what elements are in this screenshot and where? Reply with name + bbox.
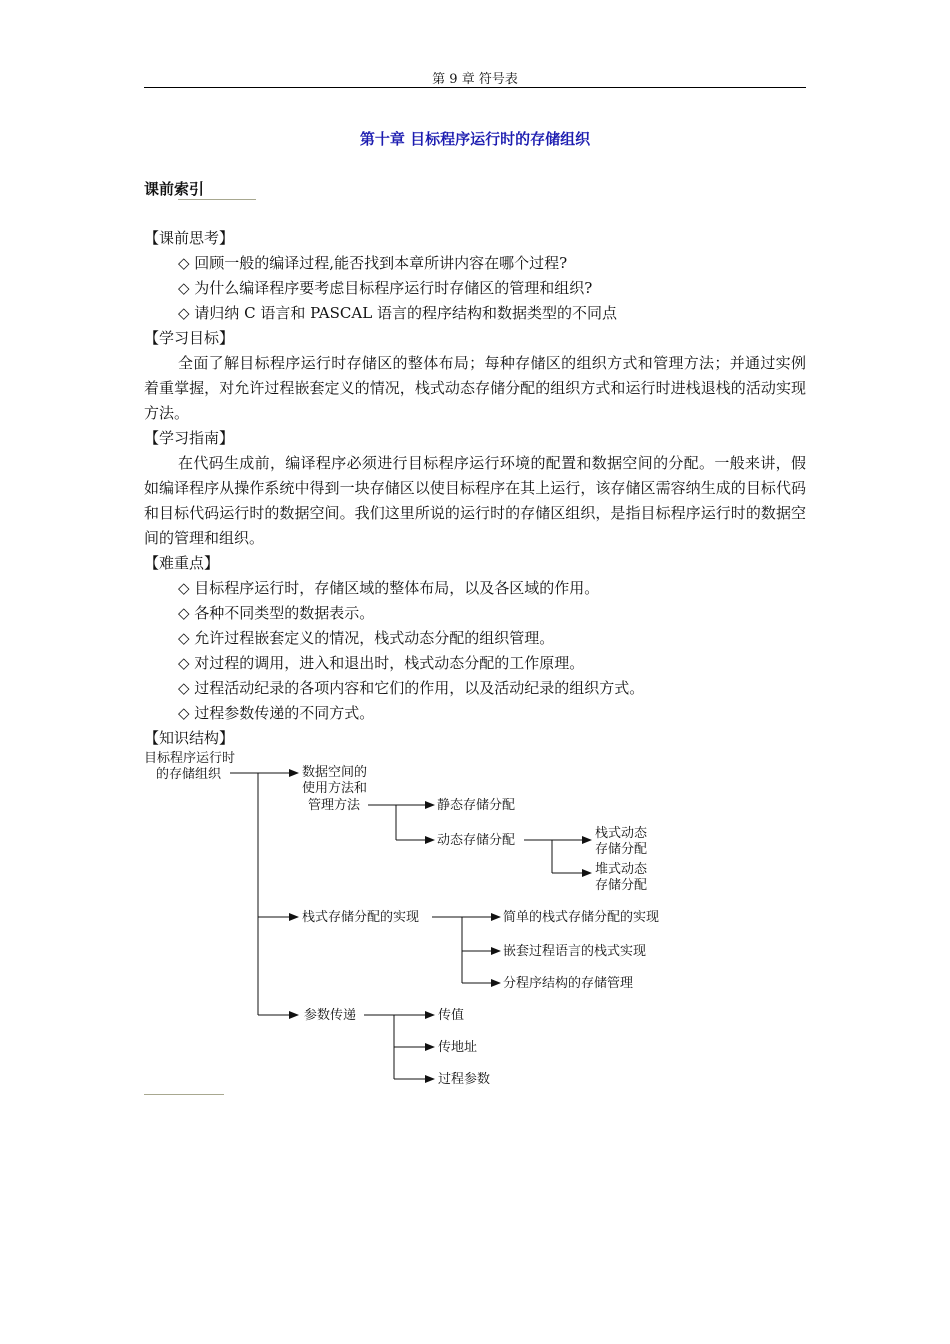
thinking-label: 【课前思考】 <box>144 229 235 247</box>
branch1-line-3: 管理方法 <box>308 798 361 813</box>
goal-paragraph: 全面了解目标程序运行时存储区的整体布局；每种存储区的组织方式和管理方法；并通过实例着重掌握，对允许过程嵌套定义的情况，栈式动态存储分配的组织方式和运行时进栈退栈的活动实现方法。 <box>144 354 806 422</box>
knowledge-structure-diagram <box>140 745 700 1090</box>
by-address-node: 传地址 <box>438 1040 478 1055</box>
branch1-line-2: 使用方法和 <box>302 781 368 796</box>
difficult-item: ◇ 过程参数传递的不同方式。 <box>178 704 375 722</box>
dynamic-alloc-node: 动态存储分配 <box>437 833 516 848</box>
guide-paragraph: 在代码生成前，编译程序必须进行目标程序运行环境的配置和数据空间的分配。一般来讲，假如编译程序从操作系统中得到一块存储区以使目标程序在其上运行，该存储区需容纳生成的目标代码和目标代码运行时的数据空间。我们这里所说的运行时的存储区组织，是指目标程序运行时的数据空间的管理和组织。 <box>144 454 806 547</box>
difficult-item: ◇ 允许过程嵌套定义的情况，栈式动态分配的组织管理。 <box>178 629 555 647</box>
difficult-item: ◇ 过程活动纪录的各项内容和它们的作用，以及活动纪录的组织方式。 <box>178 679 645 697</box>
footnote-rule <box>144 1094 224 1095</box>
difficult-item: ◇ 各种不同类型的数据表示。 <box>178 604 375 622</box>
guide-label: 【学习指南】 <box>144 429 235 447</box>
simple-stack-node: 简单的栈式存储分配的实现 <box>503 910 660 925</box>
stack-dynamic-line-1: 栈式动态 <box>595 826 648 841</box>
section-underline <box>178 199 256 200</box>
heap-dynamic-line-1: 堆式动态 <box>595 862 648 877</box>
root-node-line-2: 的存储组织 <box>156 767 222 782</box>
heap-dynamic-line-2: 存储分配 <box>595 878 648 893</box>
by-procedure-node: 过程参数 <box>438 1072 491 1087</box>
branch2-node: 栈式存储分配的实现 <box>302 910 420 925</box>
diagram-connectors <box>230 773 591 1079</box>
branch1-line-1: 数据空间的 <box>302 765 368 780</box>
body-content <box>144 226 806 751</box>
branch3-node: 参数传递 <box>304 1008 357 1023</box>
header-rule <box>144 87 806 88</box>
thinking-item: ◇ 请归纳 C 语言和 PASCAL 语言的程序结构和数据类型的不同点 <box>178 304 617 322</box>
chapter-title: 第十章 目标程序运行时的存储组织 <box>359 130 591 148</box>
section-title: 课前索引 <box>144 180 205 198</box>
running-header: 第 9 章 符号表 <box>432 72 518 87</box>
goal-label: 【学习目标】 <box>144 329 235 347</box>
stack-dynamic-line-2: 存储分配 <box>595 842 648 857</box>
thinking-item: ◇ 为什么编译程序要考虑目标程序运行时存储区的管理和组织? <box>178 279 593 297</box>
root-node-line-1: 目标程序运行时 <box>144 751 236 766</box>
by-value-node: 传值 <box>438 1008 465 1023</box>
nested-stack-node: 嵌套过程语言的栈式实现 <box>503 944 647 959</box>
static-alloc-node: 静态存储分配 <box>437 798 516 813</box>
difficult-label: 【难重点】 <box>144 554 220 572</box>
block-stack-node: 分程序结构的存储管理 <box>503 976 634 991</box>
knowledge-label: 【知识结构】 <box>144 729 235 747</box>
thinking-item: ◇ 回顾一般的编译过程,能否找到本章所讲内容在哪个过程? <box>178 254 568 272</box>
difficult-item: ◇ 目标程序运行时，存储区域的整体布局，以及各区域的作用。 <box>178 579 600 597</box>
difficult-item: ◇ 对过程的调用，进入和退出时，栈式动态分配的工作原理。 <box>178 654 585 672</box>
